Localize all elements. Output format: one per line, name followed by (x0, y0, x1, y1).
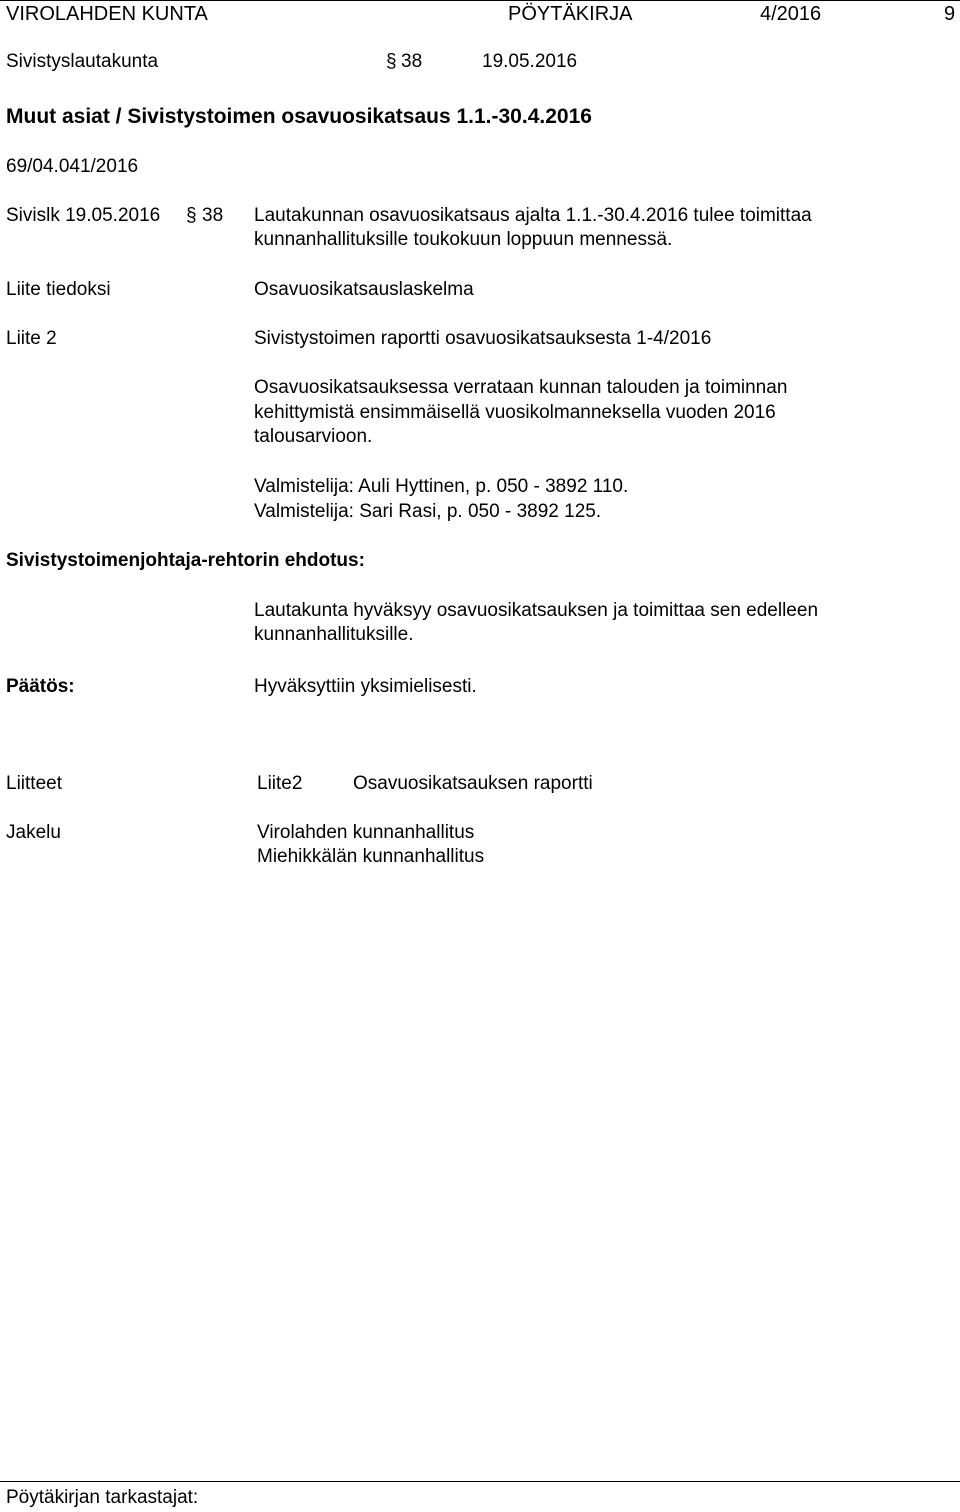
item-ref: 69/04.041/2016 (6, 156, 139, 177)
preparer-2: Valmistelija: Sari Rasi, p. 050 - 3892 125. (254, 501, 602, 522)
attachment2-value: Sivistystoimen raportti osavuosikatsauksesta 1-4/2016 (254, 328, 712, 349)
page-number: 9 (944, 3, 956, 25)
attachments-value: Osavuosikatsauksen raportti (353, 773, 593, 794)
ref-section-number: 38 (202, 205, 224, 226)
attachments-code: Liite2 (257, 773, 303, 794)
body-line-3: talousarvioon. (254, 426, 373, 447)
proposal-line-2: kunnanhallituksille. (254, 624, 414, 645)
distribution-label: Jakelu (6, 822, 61, 843)
header-top-rule (0, 0, 960, 1)
intro-line-1: Lautakunnan osavuosikatsaus ajalta 1.1.-30.4.2016 tulee toimittaa (254, 205, 812, 226)
attachment-info-label: Liite tiedoksi (6, 279, 111, 300)
body-line-2: kehittymistä ensimmäisellä vuosikolmanneksella vuoden 2016 (254, 402, 776, 423)
intro-line-2: kunnanhallituksille toukokuun loppuun mennessä. (254, 229, 673, 250)
attachments-label: Liitteet (6, 773, 62, 794)
section-symbol: § (386, 51, 397, 72)
ref-left: Sivislk 19.05.2016 (6, 205, 161, 226)
decision-value: Hyväksyttiin yksimielisesti. (254, 676, 477, 697)
doc-type: PÖYTÄKIRJA (508, 3, 633, 25)
proposal-label: Sivistystoimenjohtaja-rehtorin ehdotus: (6, 550, 365, 571)
doc-number: 4/2016 (760, 3, 822, 25)
committee-name: Sivistyslautakunta (6, 51, 159, 72)
proposal-line-1: Lautakunta hyväksyy osavuosikatsauksen ja toimittaa sen edelleen (254, 600, 819, 621)
decision-label: Päätös: (6, 676, 75, 697)
body-line-1: Osavuosikatsauksessa verrataan kunnan talouden ja toiminnan (254, 377, 788, 398)
footer-rule (0, 1481, 960, 1482)
preparer-1: Valmistelija: Auli Hyttinen, p. 050 - 3892 110. (254, 476, 629, 497)
item-title: Muut asiat / Sivistystoimen osavuosikatsaus 1.1.-30.4.2016 (6, 105, 592, 128)
org-name: VIROLAHDEN KUNTA (6, 3, 208, 25)
reviewers-label: Pöytäkirjan tarkastajat: (6, 1487, 199, 1508)
section-number: 38 (401, 51, 423, 72)
distribution-1: Virolahden kunnanhallitus (257, 822, 475, 843)
distribution-2: Miehikkälän kunnanhallitus (257, 846, 485, 867)
attachment2-label: Liite 2 (6, 328, 57, 349)
meeting-date: 19.05.2016 (482, 51, 578, 72)
ref-section-symbol: § (186, 205, 197, 226)
attachment-info-value: Osavuosikatsauslaskelma (254, 279, 474, 300)
